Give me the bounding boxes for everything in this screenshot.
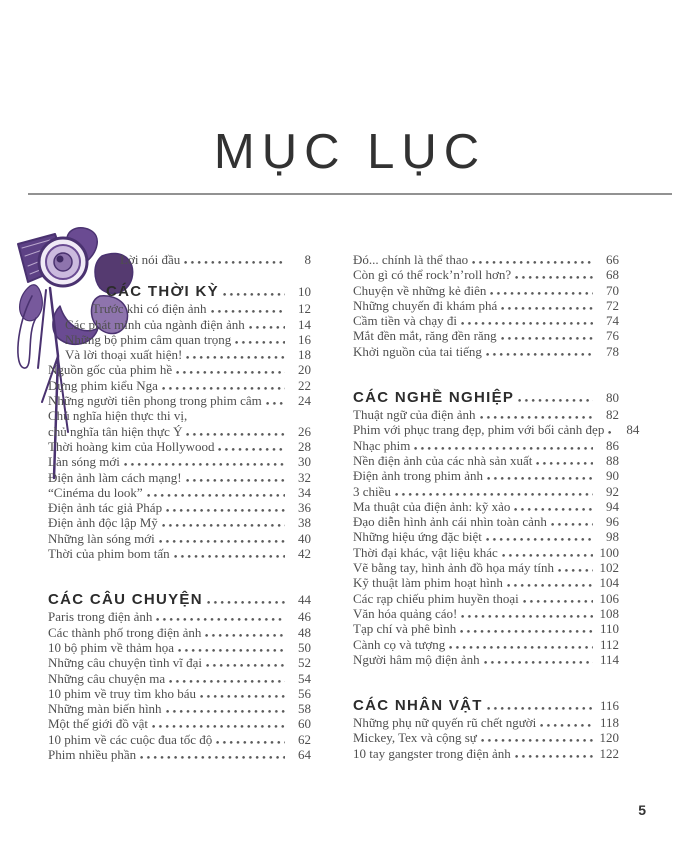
toc-entry-row bbox=[30, 686, 311, 701]
toc-entry-label: Điện ảnh làm cách mạng! bbox=[48, 469, 182, 485]
toc-entry-page-number: 78 bbox=[606, 343, 619, 359]
toc-entry-label: Thời của phim bom tấn bbox=[48, 546, 170, 562]
toc-entry-page-number: 52 bbox=[298, 655, 311, 671]
toc-entry-label: Nhạc phim bbox=[353, 437, 411, 453]
dot-leader bbox=[487, 706, 593, 710]
toc-entry-page-number: 58 bbox=[298, 701, 311, 717]
dot-leader bbox=[501, 306, 593, 310]
toc-entry-page-number: 18 bbox=[298, 347, 311, 363]
toc-entry-page-number: 54 bbox=[298, 670, 311, 686]
toc-entry-page-number: 84 bbox=[626, 422, 640, 438]
toc-entry-label: 10 phim về truy tìm kho báu bbox=[48, 685, 197, 701]
toc-entry-row bbox=[30, 454, 311, 469]
toc-entry-row bbox=[353, 514, 619, 529]
dot-leader bbox=[186, 478, 285, 482]
toc-entry-page-number: 108 bbox=[599, 605, 619, 621]
toc-entry-row bbox=[353, 499, 619, 514]
toc-entry-page-number: 114 bbox=[599, 651, 619, 667]
toc-entry-row bbox=[30, 332, 311, 347]
toc-entry-row bbox=[30, 640, 311, 655]
toc-entry-row bbox=[353, 344, 619, 359]
toc-entry-page-number: 46 bbox=[298, 609, 311, 625]
title-rule bbox=[28, 193, 672, 195]
toc-entry-row bbox=[353, 283, 619, 298]
dot-leader bbox=[235, 340, 285, 344]
toc-entry-label: Những câu chuyện tình vĩ đại bbox=[48, 655, 202, 671]
toc-entry-row bbox=[353, 422, 640, 438]
toc-entry-row bbox=[353, 468, 619, 483]
dot-leader bbox=[490, 291, 593, 295]
toc-entry-page-number: 10 bbox=[298, 284, 311, 300]
toc-entry-row bbox=[30, 609, 311, 624]
dot-leader bbox=[166, 709, 285, 713]
toc-entry-label: Đó... chính là thể thao bbox=[353, 252, 469, 267]
toc-entry-row bbox=[30, 485, 311, 500]
toc-entry-row bbox=[30, 424, 311, 439]
dot-leader bbox=[186, 432, 285, 436]
dot-leader bbox=[178, 648, 285, 652]
toc-entry-row bbox=[30, 252, 311, 267]
toc-section-title: CÁC THỜI KỲ bbox=[106, 283, 219, 301]
toc-entry-row bbox=[353, 591, 619, 606]
dot-leader bbox=[507, 583, 593, 587]
toc-entry-page-number: 36 bbox=[298, 500, 311, 516]
dot-leader bbox=[166, 508, 285, 512]
dot-leader bbox=[515, 754, 593, 758]
toc-entry-label: Thời đại khác, vật liệu khác bbox=[353, 544, 498, 560]
toc-entry-page-number: 66 bbox=[606, 252, 619, 267]
dot-leader bbox=[211, 309, 285, 313]
toc-entry-page-number: 112 bbox=[599, 636, 619, 652]
toc-entry-label: Những làn sóng mới bbox=[48, 530, 155, 546]
toc-entry-label: Nền điện ảnh của các nhà sản xuất bbox=[353, 452, 533, 468]
dot-leader bbox=[266, 401, 285, 405]
toc-entry-label: Điện ảnh trong phim ảnh bbox=[353, 468, 483, 484]
toc-entry-label: Và lời thoại xuất hiện! bbox=[65, 347, 183, 363]
toc-entry-page-number: 62 bbox=[298, 731, 311, 747]
toc-entry-label: Điện ảnh độc lập Mỹ bbox=[48, 515, 158, 531]
toc-entry-label: 3 chiều bbox=[353, 483, 391, 499]
toc-entry-row bbox=[353, 407, 619, 422]
toc-entry-row bbox=[30, 671, 311, 686]
dot-leader bbox=[484, 660, 593, 664]
toc-entry-page-number: 100 bbox=[599, 544, 619, 560]
toc-entry-label: Những câu chuyện ma bbox=[48, 670, 166, 686]
toc-entry-page-number: 56 bbox=[298, 685, 311, 701]
toc-entry-row bbox=[353, 328, 619, 343]
toc-entry-page-number: 116 bbox=[599, 698, 619, 714]
dot-leader bbox=[249, 325, 285, 329]
toc-entry-page-number: 118 bbox=[599, 715, 619, 731]
page-title: MỤC LỤC bbox=[213, 125, 487, 179]
toc-entry-row bbox=[353, 575, 619, 590]
dot-leader bbox=[140, 755, 285, 759]
dot-leader bbox=[518, 398, 593, 402]
toc-entry-page-number: 90 bbox=[606, 468, 619, 484]
toc-entry-label: Khởi nguồn của tai tiếng bbox=[353, 343, 482, 359]
toc-entry-page-number: 98 bbox=[606, 529, 619, 545]
toc-entry-row bbox=[30, 362, 311, 377]
dot-leader bbox=[162, 523, 285, 527]
toc-entry-label: Các phát minh của ngành điện ảnh bbox=[65, 316, 245, 332]
toc-entry-page-number: 50 bbox=[298, 639, 311, 655]
dot-leader bbox=[514, 507, 593, 511]
toc-entry-page-number: 68 bbox=[606, 267, 619, 283]
toc-entry-page-number: 88 bbox=[606, 452, 619, 468]
toc-entry-page-number: 48 bbox=[298, 624, 311, 640]
dot-leader bbox=[515, 275, 593, 279]
toc-entry-row bbox=[30, 546, 311, 561]
toc-entry-row bbox=[30, 716, 311, 731]
toc-entry-row bbox=[30, 747, 311, 762]
toc-entry-page-number: 44 bbox=[298, 592, 311, 608]
toc-entry-label: 10 bộ phim về thảm họa bbox=[48, 639, 175, 655]
dot-leader bbox=[414, 446, 593, 450]
toc-entry-page-number: 60 bbox=[298, 716, 311, 732]
toc-column-left bbox=[30, 252, 311, 762]
toc-entry-row bbox=[353, 453, 619, 468]
toc-entry-label: Mickey, Tex và cộng sự bbox=[353, 730, 477, 746]
toc-entry-label: Những chuyến đi khám phá bbox=[353, 297, 498, 313]
toc-entry-page-number: 106 bbox=[599, 590, 619, 606]
dot-leader bbox=[207, 600, 285, 604]
toc-entry-label: Các thành phố trong điện ảnh bbox=[48, 624, 202, 640]
dot-leader bbox=[159, 539, 285, 543]
toc-entry-label: Tạp chí và phê bình bbox=[353, 621, 457, 637]
toc-entry-page-number: 104 bbox=[599, 575, 619, 591]
dot-leader bbox=[540, 723, 593, 727]
toc-entry-row bbox=[30, 301, 311, 316]
toc-entry-label: Phim nhiều phần bbox=[48, 747, 137, 763]
toc-entry-page-number: 34 bbox=[298, 484, 311, 500]
dot-leader bbox=[169, 679, 285, 683]
toc-entry-row bbox=[30, 347, 311, 362]
toc-entry-page-number: 74 bbox=[606, 313, 619, 329]
toc-entry-page-number: 72 bbox=[606, 297, 619, 313]
toc-entry-page-number: 28 bbox=[298, 438, 311, 454]
toc-entry-row bbox=[30, 408, 311, 423]
dot-leader bbox=[124, 462, 285, 466]
toc-entry-row bbox=[30, 732, 311, 747]
toc-section-row bbox=[353, 696, 619, 715]
dot-leader bbox=[147, 493, 285, 497]
dot-leader bbox=[216, 740, 285, 744]
toc-entry-label: Những bộ phim câm quan trọng bbox=[65, 331, 232, 347]
page-number: 5 bbox=[638, 802, 646, 818]
toc-entry-row bbox=[353, 621, 619, 636]
dot-leader bbox=[523, 599, 593, 603]
dot-leader bbox=[205, 633, 285, 637]
toc-entry-row bbox=[30, 701, 311, 716]
toc-section-row bbox=[30, 282, 311, 301]
toc-entry-row bbox=[30, 531, 311, 546]
toc-entry-row bbox=[30, 470, 311, 485]
toc-section-row bbox=[353, 388, 619, 407]
toc-entry-page-number: 20 bbox=[298, 362, 311, 378]
toc-entry-label: Cành cọ và tượng bbox=[353, 636, 446, 652]
toc-entry-row bbox=[353, 267, 619, 282]
toc-entry-label: Làn sóng mới bbox=[48, 454, 120, 470]
toc-entry-page-number: 120 bbox=[599, 730, 619, 746]
toc-entry-label: “Cinéma du look” bbox=[48, 484, 143, 500]
toc-entry-label: Mắt đền mắt, răng đền răng bbox=[353, 328, 497, 344]
dot-leader bbox=[395, 492, 593, 496]
toc-entry-label: Người hâm mộ điện ảnh bbox=[353, 651, 480, 667]
toc-entry-row bbox=[30, 439, 311, 454]
toc-entry-row bbox=[353, 715, 619, 730]
toc-entry-page-number: 12 bbox=[298, 301, 311, 317]
dot-leader bbox=[461, 321, 593, 325]
toc-entry-row bbox=[353, 652, 619, 667]
dot-leader bbox=[487, 476, 593, 480]
toc-entry-label: Các rạp chiếu phim huyền thoại bbox=[353, 590, 519, 606]
toc-section-row bbox=[30, 590, 311, 609]
toc-entry-page-number: 70 bbox=[606, 282, 619, 298]
dot-leader bbox=[501, 336, 593, 340]
toc-entry-page-number: 26 bbox=[298, 423, 311, 439]
toc-entry-page-number: 30 bbox=[298, 454, 311, 470]
toc-entry-row bbox=[353, 252, 619, 267]
toc-entry-label: Thuật ngữ của điện ảnh bbox=[353, 407, 476, 423]
toc-entry-row bbox=[30, 515, 311, 530]
toc-entry-page-number: 80 bbox=[606, 390, 619, 406]
toc-entry-page-number: 86 bbox=[606, 437, 619, 453]
dot-leader bbox=[218, 447, 285, 451]
dot-leader bbox=[162, 386, 285, 390]
toc-entry-row bbox=[30, 655, 311, 670]
toc-entry-page-number: 102 bbox=[599, 560, 619, 576]
toc-entry-label: Thời hoàng kim của Hollywood bbox=[48, 438, 215, 454]
toc-entry-page-number: 40 bbox=[298, 530, 311, 546]
toc-entry-row bbox=[353, 438, 619, 453]
toc-entry-label: 10 phim về các cuộc đua tốc độ bbox=[48, 731, 213, 747]
dot-leader bbox=[480, 415, 593, 419]
toc-entry-row bbox=[353, 730, 619, 745]
toc-section-title: CÁC CÂU CHUYỆN bbox=[48, 591, 203, 609]
toc-entry-row bbox=[30, 317, 311, 332]
dot-leader bbox=[186, 355, 285, 359]
toc-entry-page-number: 16 bbox=[298, 331, 311, 347]
toc-entry-page-number: 8 bbox=[304, 252, 311, 267]
toc-entry-row bbox=[30, 500, 311, 515]
dot-leader bbox=[472, 260, 593, 264]
toc-entry-label: chủ nghĩa tân hiện thực Ý bbox=[48, 423, 183, 439]
dot-leader bbox=[502, 553, 593, 557]
toc-entry-page-number: 22 bbox=[298, 377, 311, 393]
toc-entry-page-number: 32 bbox=[298, 469, 311, 485]
toc-entry-page-number: 96 bbox=[606, 514, 619, 530]
toc-entry-label: Kỹ thuật làm phim hoạt hình bbox=[353, 575, 503, 591]
toc-entry-row bbox=[30, 378, 311, 393]
toc-entry-page-number: 64 bbox=[298, 747, 311, 763]
dot-leader bbox=[156, 617, 285, 621]
toc-entry-label: Những phụ nữ quyến rũ chết người bbox=[353, 715, 537, 731]
toc-entry-row bbox=[353, 545, 619, 560]
dot-leader bbox=[551, 522, 593, 526]
dot-leader bbox=[200, 694, 285, 698]
toc-entry-page-number: 122 bbox=[599, 745, 619, 761]
toc-entry-row bbox=[353, 560, 619, 575]
toc-section-title: CÁC NGHỀ NGHIỆP bbox=[353, 389, 515, 407]
toc-entry-label: Những hiệu ứng đặc biệt bbox=[353, 529, 482, 545]
toc-entry-label: Lời nói đầu bbox=[120, 252, 181, 267]
toc-entry-label: Một thế giới đồ vật bbox=[48, 716, 149, 732]
dot-leader bbox=[460, 629, 593, 633]
toc-entry-label: Những màn biến hình bbox=[48, 701, 162, 717]
toc-entry-label: Văn hóa quảng cáo! bbox=[353, 605, 458, 621]
toc-entry-row bbox=[353, 637, 619, 652]
toc-entry-page-number: 92 bbox=[606, 483, 619, 499]
toc-entry-label: Điện ảnh tác giả Pháp bbox=[48, 500, 163, 516]
dot-leader bbox=[174, 554, 285, 558]
dot-leader bbox=[449, 645, 593, 649]
dot-leader bbox=[481, 738, 593, 742]
toc-entry-label: Những người tiên phong trong phim câm bbox=[48, 393, 262, 409]
dot-leader bbox=[486, 537, 593, 541]
toc-entry-page-number: 42 bbox=[298, 546, 311, 562]
toc-entry-label: Đạo diễn hình ảnh cái nhìn toàn cảnh bbox=[353, 514, 547, 530]
dot-leader bbox=[152, 724, 285, 728]
toc-entry-page-number: 94 bbox=[606, 498, 619, 514]
dot-leader bbox=[176, 370, 285, 374]
dot-leader bbox=[223, 292, 285, 296]
toc-entry-label: Dựng phim kiểu Nga bbox=[48, 377, 158, 393]
toc-entry-label: Phim với phục trang đẹp, phim với bối cảnh đẹp bbox=[353, 422, 605, 438]
toc-entry-row bbox=[353, 746, 619, 761]
toc-column-right bbox=[353, 252, 640, 761]
toc-entry-label: Vẽ bằng tay, hình ảnh đồ họa máy tính bbox=[353, 560, 554, 576]
dot-leader bbox=[536, 461, 593, 465]
toc-entry-label: Chủ nghĩa hiện thực thi vị, bbox=[48, 408, 188, 424]
toc-section-title: CÁC NHÂN VẬT bbox=[353, 697, 483, 715]
dot-leader bbox=[558, 568, 593, 572]
toc-entry-row bbox=[353, 298, 619, 313]
toc-entry-label: Chuyện về những kẻ điên bbox=[353, 282, 487, 298]
toc-entry-row bbox=[353, 484, 619, 499]
toc-entry-row bbox=[30, 625, 311, 640]
dot-leader bbox=[184, 260, 285, 264]
toc-entry-page-number: 76 bbox=[606, 328, 619, 344]
toc-entry-label: Trước khi có điện ảnh bbox=[92, 301, 207, 317]
toc-entry-label: 10 tay gangster trong điện ảnh bbox=[353, 745, 511, 761]
toc-entry-page-number: 110 bbox=[599, 621, 619, 637]
dot-leader bbox=[486, 352, 593, 356]
toc-entry-label: Nguồn gốc của phim hề bbox=[48, 362, 173, 378]
dot-leader bbox=[461, 614, 593, 618]
toc-entry-page-number: 14 bbox=[298, 316, 311, 332]
toc-entry-page-number: 38 bbox=[298, 515, 311, 531]
toc-entry-page-number: 82 bbox=[606, 407, 619, 423]
toc-entry-label: Paris trong điện ảnh bbox=[48, 609, 153, 625]
toc-entry-page-number: 24 bbox=[298, 393, 311, 409]
dot-leader bbox=[608, 430, 613, 434]
toc-entry-label: Ma thuật của điện ảnh: kỹ xảo bbox=[353, 498, 511, 514]
dot-leader bbox=[206, 663, 285, 667]
toc-entry-row bbox=[353, 313, 619, 328]
toc-entry-label: Còn gì có thể rock’n’roll hơn? bbox=[353, 267, 512, 283]
toc-entry-label: Cầm tiền và chạy đi bbox=[353, 313, 457, 329]
toc-entry-row bbox=[353, 606, 619, 621]
toc-entry-row bbox=[30, 393, 311, 408]
toc-entry-row bbox=[353, 529, 619, 544]
